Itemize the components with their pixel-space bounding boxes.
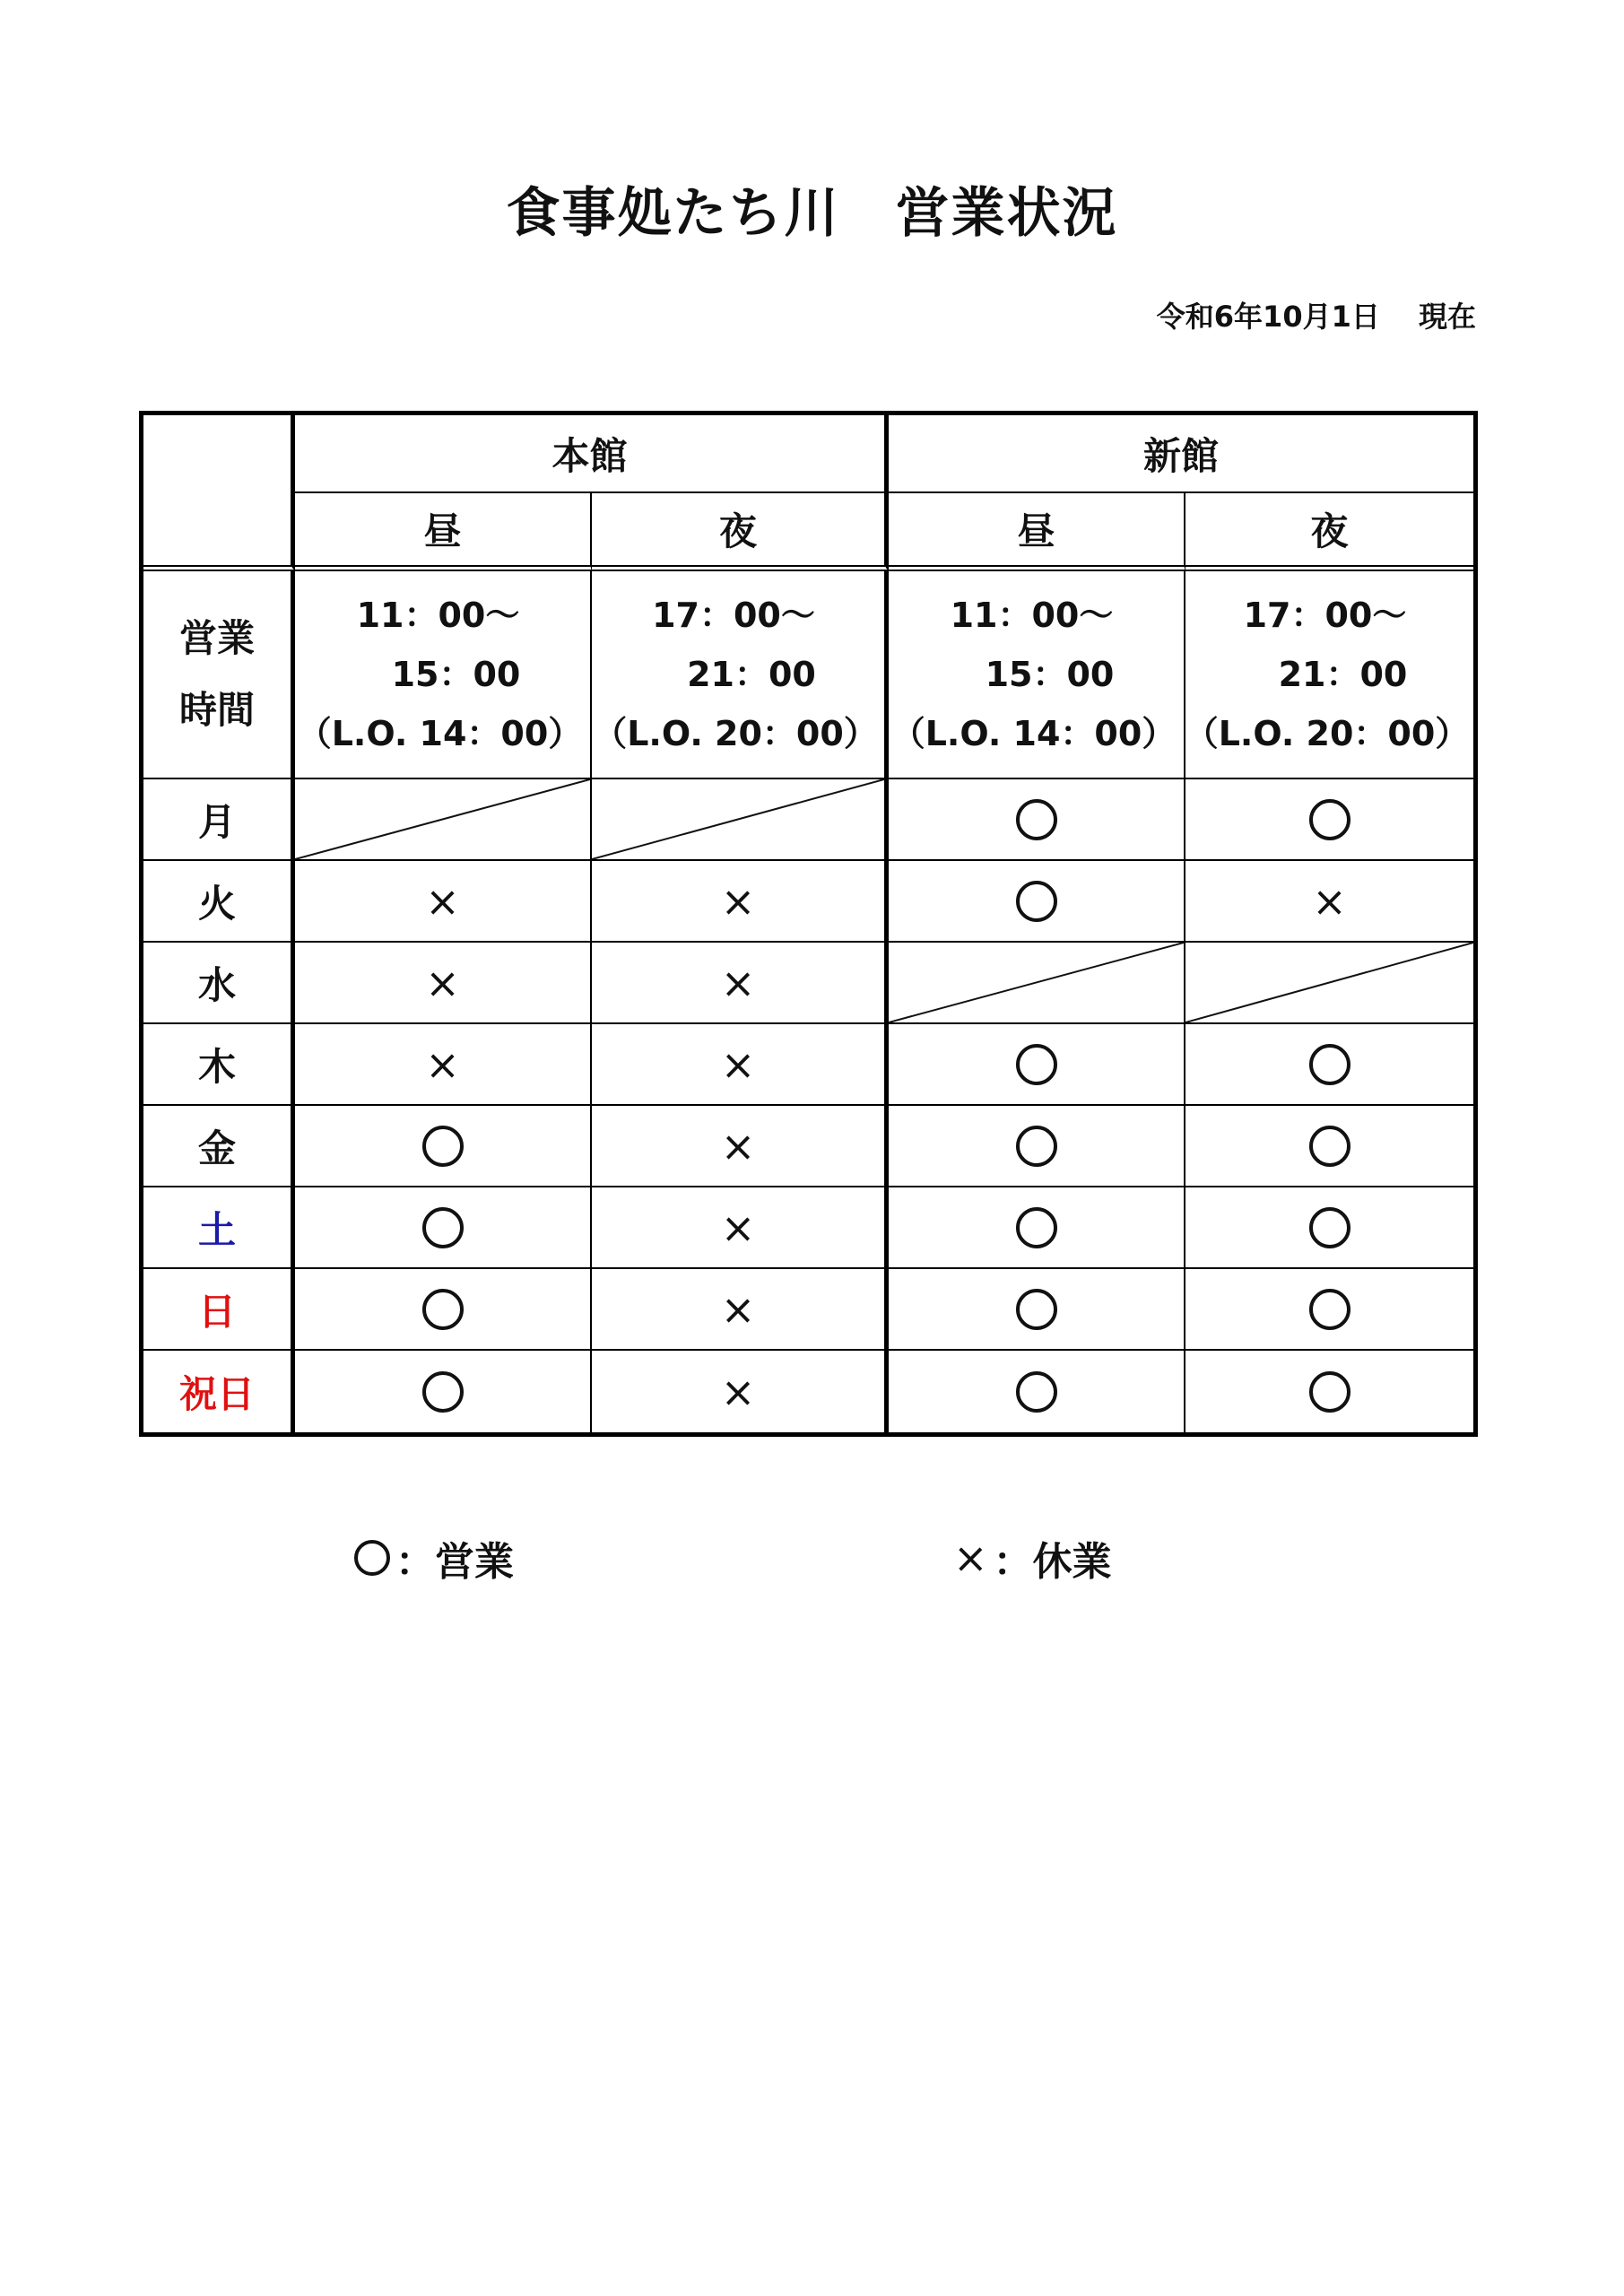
status-cell-open [295, 1351, 592, 1432]
open-circle-icon [1309, 1126, 1350, 1167]
closed-cross-icon: × [720, 1203, 756, 1252]
closed-cross-icon: × [720, 876, 756, 926]
closed-cross-icon: × [720, 958, 756, 1007]
legend-closed [953, 1529, 1112, 1587]
hours-cell [1185, 571, 1473, 779]
diagonal-slash-icon [1185, 943, 1473, 1022]
status-cell-not-applicable [889, 943, 1185, 1024]
status-cell-open [1185, 1269, 1473, 1351]
status-cell-open [1185, 779, 1473, 861]
diagonal-slash-line [592, 779, 884, 859]
hours-table [139, 411, 1478, 1437]
status-cell-open [889, 1106, 1185, 1187]
legend-open [354, 1529, 514, 1587]
status-cell-closed [1185, 861, 1473, 943]
hours-cell [889, 571, 1185, 779]
hours-label-line1: 営業 [178, 616, 255, 660]
diagonal-slash-line [295, 779, 590, 859]
period-header-honkan-dinner: 夜 [592, 493, 889, 571]
status-cell-open [1185, 1106, 1473, 1187]
day-label: 木 [143, 1024, 295, 1106]
hours-last-order: （L.O. 20：00） [1184, 714, 1470, 753]
day-label: 祝日 [143, 1351, 295, 1432]
diagonal-slash-line [889, 943, 1184, 1022]
status-cell-not-applicable [1185, 943, 1473, 1024]
status-cell-open [1185, 1187, 1473, 1269]
table-corner [143, 415, 295, 571]
closed-cross-icon: × [720, 1284, 756, 1334]
hours-close: 15：00 [985, 655, 1115, 694]
hours-last-order: （L.O. 20：00） [593, 714, 878, 753]
open-circle-icon [1016, 1207, 1057, 1248]
closed-cross-icon: × [720, 1367, 756, 1416]
status-cell-open [889, 1024, 1185, 1106]
closed-cross-icon: × [720, 1121, 756, 1170]
hours-last-order: （L.O. 14：00） [890, 714, 1177, 753]
hours-label-line2: 時間 [178, 688, 255, 732]
open-circle-icon [422, 1371, 464, 1413]
open-circle-icon [422, 1126, 464, 1167]
closed-cross-icon: × [720, 1039, 756, 1089]
status-cell-closed [592, 1269, 889, 1351]
day-label: 土 [143, 1187, 295, 1269]
period-header-shinkan-lunch: 昼 [889, 493, 1185, 571]
building-header-shinkan: 新館 [889, 415, 1473, 493]
status-cell-open [889, 779, 1185, 861]
closed-cross-icon: × [425, 958, 460, 1007]
as-of-date: 令和6年10月1日 現在 [1156, 300, 1476, 334]
hours-open: 11：00～ [950, 596, 1114, 635]
building-header-honkan: 本館 [295, 415, 889, 493]
status-cell-open [889, 1269, 1185, 1351]
open-circle-icon [1309, 1044, 1350, 1085]
status-cell-closed [295, 943, 592, 1024]
status-cell-open [889, 861, 1185, 943]
day-label: 日 [143, 1269, 295, 1351]
day-label: 火 [143, 861, 295, 943]
closed-cross-icon: × [425, 876, 460, 926]
hours-last-order: （L.O. 14：00） [297, 714, 583, 753]
status-cell-closed [592, 1187, 889, 1269]
closed-cross-icon: × [1312, 876, 1347, 926]
status-cell-closed [295, 861, 592, 943]
open-circle-icon [1309, 799, 1350, 840]
closed-cross-icon: × [425, 1039, 460, 1089]
hours-open: 17：00～ [652, 596, 815, 635]
status-cell-closed [592, 1351, 889, 1432]
day-label: 月 [143, 779, 295, 861]
hours-open: 11：00～ [356, 596, 520, 635]
hours-close: 15：00 [391, 655, 521, 694]
open-circle-icon [1016, 1289, 1057, 1330]
status-cell-closed [592, 861, 889, 943]
hours-open: 17：00～ [1243, 596, 1407, 635]
open-circle-icon [1309, 1207, 1350, 1248]
page-title: 食事処たち川 営業状況 [506, 182, 1118, 245]
status-cell-closed [592, 943, 889, 1024]
open-circle-icon [1016, 1044, 1057, 1085]
status-cell-closed [295, 1024, 592, 1106]
open-circle-icon [1016, 1371, 1057, 1413]
status-cell-open [295, 1187, 592, 1269]
open-circle-icon [1309, 1371, 1350, 1413]
hours-close: 21：00 [687, 655, 816, 694]
open-circle-icon [1016, 881, 1057, 922]
day-label: 水 [143, 943, 295, 1024]
legend-closed-label: ：休業 [993, 1539, 1112, 1585]
status-cell-closed [592, 1106, 889, 1187]
diagonal-slash-line [1185, 943, 1473, 1022]
diagonal-slash-icon [295, 779, 590, 859]
open-circle-icon [354, 1540, 390, 1576]
status-cell-open [889, 1187, 1185, 1269]
hours-cell [592, 571, 889, 779]
status-cell-closed [592, 1024, 889, 1106]
legend-open-label: ：営業 [395, 1539, 514, 1585]
hours-row-label [143, 571, 295, 779]
period-header-shinkan-dinner: 夜 [1185, 493, 1473, 571]
status-cell-open [1185, 1351, 1473, 1432]
hours-close: 21：00 [1278, 655, 1408, 694]
status-cell-not-applicable [295, 779, 592, 861]
open-circle-icon [422, 1207, 464, 1248]
open-circle-icon [1016, 1126, 1057, 1167]
hours-cell [295, 571, 592, 779]
status-cell-open [295, 1106, 592, 1187]
status-cell-open [889, 1351, 1185, 1432]
status-cell-not-applicable [592, 779, 889, 861]
diagonal-slash-icon [889, 943, 1184, 1022]
diagonal-slash-icon [592, 779, 884, 859]
period-header-honkan-lunch: 昼 [295, 493, 592, 571]
open-circle-icon [422, 1289, 464, 1330]
status-cell-open [295, 1269, 592, 1351]
open-circle-icon [1016, 799, 1057, 840]
open-circle-icon [1309, 1289, 1350, 1330]
status-cell-open [1185, 1024, 1473, 1106]
closed-cross-icon: × [953, 1534, 988, 1582]
day-label: 金 [143, 1106, 295, 1187]
